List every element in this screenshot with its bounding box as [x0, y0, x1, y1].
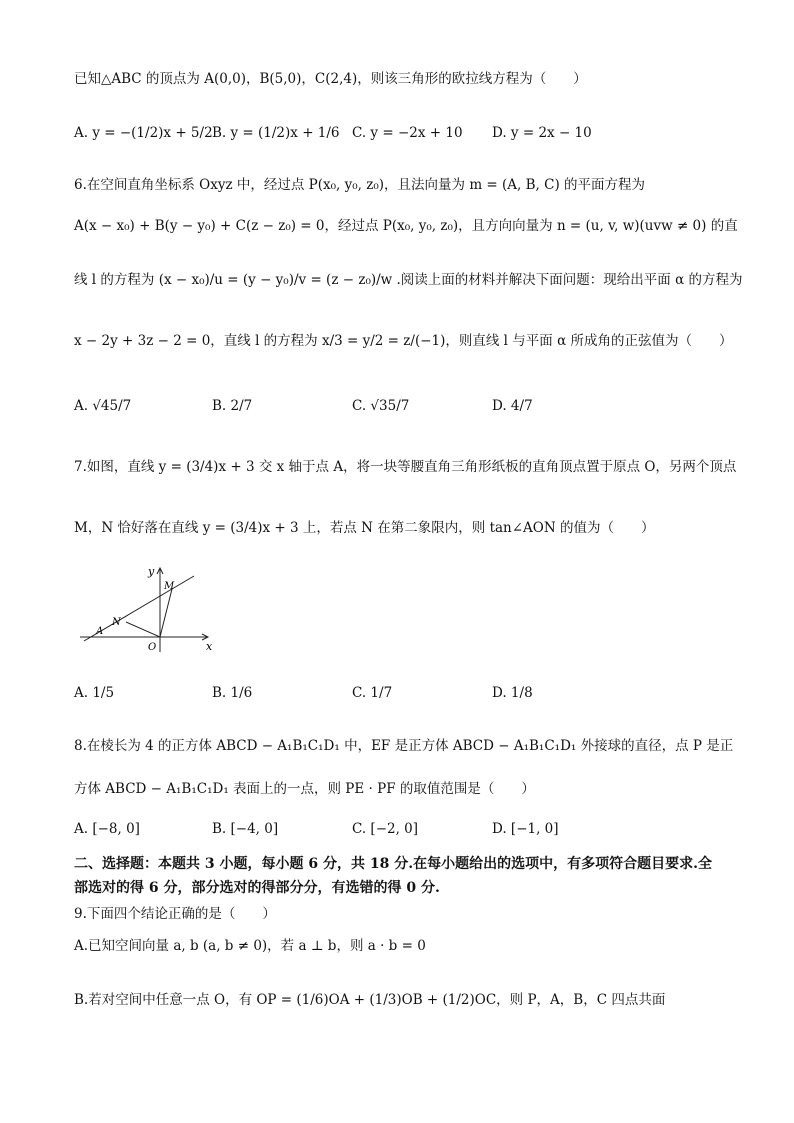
q6-line-3: 线 l 的方程为 (x − x₀)/u = (y − y₀)/v = (z − z₀)/w .阅读上面的材料并解决下面问题：现给出平面 α 的方程为 — [74, 272, 743, 288]
q5-option-a: A. y = −(1/2)x + 5/2 — [74, 125, 213, 141]
q7-line-2: M，N 恰好落在直线 y = (3/4)x + 3 上，若点 N 在第二象限内，则 tan∠AON 的值为（ ） — [74, 520, 655, 536]
q8-option-b: B. [−4, 0] — [212, 821, 279, 837]
q5-option-c: C. y = −2x + 10 — [352, 125, 463, 141]
q7-option-c: C. 1/7 — [352, 685, 393, 701]
label-n: N — [112, 617, 121, 628]
q7-line-1: 7.如图，直线 y = (3/4)x + 3 交 x 轴于点 A，将一块等腰直角三角形纸板的直角顶点置于原点 O，另两个顶点 — [74, 459, 737, 475]
label-y: y — [148, 565, 155, 578]
q6-option-c: C. √35/7 — [352, 398, 410, 414]
q6-option-d: D. 4/7 — [492, 398, 533, 414]
q8-line-2: 方体 ABCD − A₁B₁C₁D₁ 表面上的一点，则 PE · PF 的取值范围是（ ） — [74, 781, 535, 797]
segment-om — [160, 589, 172, 637]
section-2-heading: 二、选择题：本题共 3 小题，每小题 6 分，共 18 分.在每小题给出的选项中，有多项符合题目要求.全部选对的得 6 分，部分选对的得部分分，有选错的得 0 分. — [74, 856, 712, 896]
label-o: O — [148, 642, 157, 653]
segment-on — [126, 622, 160, 637]
q8-option-a: A. [−8, 0] — [74, 821, 140, 837]
label-a: A — [96, 626, 104, 637]
q7-option-d: D. 1/8 — [492, 685, 533, 701]
q5-option-b: B. y = (1/2)x + 1/6 — [212, 125, 340, 141]
q8-option-c: C. [−2, 0] — [352, 821, 419, 837]
q8-line-1: 8.在棱长为 4 的正方体 ABCD − A₁B₁C₁D₁ 中，EF 是正方体 ABCD − A₁B₁C₁D₁ 外接球的直径，点 P 是正 — [74, 738, 734, 754]
q7-option-a: A. 1/5 — [74, 685, 115, 701]
label-x: x — [206, 640, 213, 653]
q5-stem: 已知△ABC 的顶点为 A(0,0)，B(5,0)，C(2,4)，则该三角形的欧拉线方程为（ ） — [74, 71, 587, 87]
q6-option-b: B. 2/7 — [212, 398, 253, 414]
label-m: M — [164, 581, 175, 592]
q6-option-a: A. √45/7 — [74, 398, 132, 414]
q9-option-b: B.若对空间中任意一点 O，有 OP = (1/6)OA + (1/3)OB + (1/2)OC，则 P，A，B，C 四点共面 — [74, 992, 666, 1008]
q6-line-2: A(x − x₀) + B(y − y₀) + C(z − z₀) = 0，经过点 P(x₀, y₀, z₀)，且方向向量为 n = (u, v, w)(uvw ≠ 0) 的直 — [74, 218, 738, 234]
q9-stem: 9.下面四个结论正确的是（ ） — [74, 906, 276, 922]
q8-option-d: D. [−1, 0] — [492, 821, 559, 837]
q5-option-d: D. y = 2x − 10 — [492, 125, 592, 141]
q6-line-4: x − 2y + 3z − 2 = 0，直线 l 的方程为 x/3 = y/2 = z/(−1)，则直线 l 与平面 α 所成角的正弦值为（ ） — [74, 333, 733, 349]
q9-option-a: A.已知空间向量 a, b (a, b ≠ 0)，若 a ⊥ b，则 a · b = 0 — [74, 938, 426, 954]
q7-figure — [74, 562, 224, 658]
q6-line-1: 6.在空间直角坐标系 Oxyz 中，经过点 P(x₀, y₀, z₀)，且法向量为 m = (A, B, C) 的平面方程为 — [74, 177, 646, 193]
q7-option-b: B. 1/6 — [212, 685, 253, 701]
